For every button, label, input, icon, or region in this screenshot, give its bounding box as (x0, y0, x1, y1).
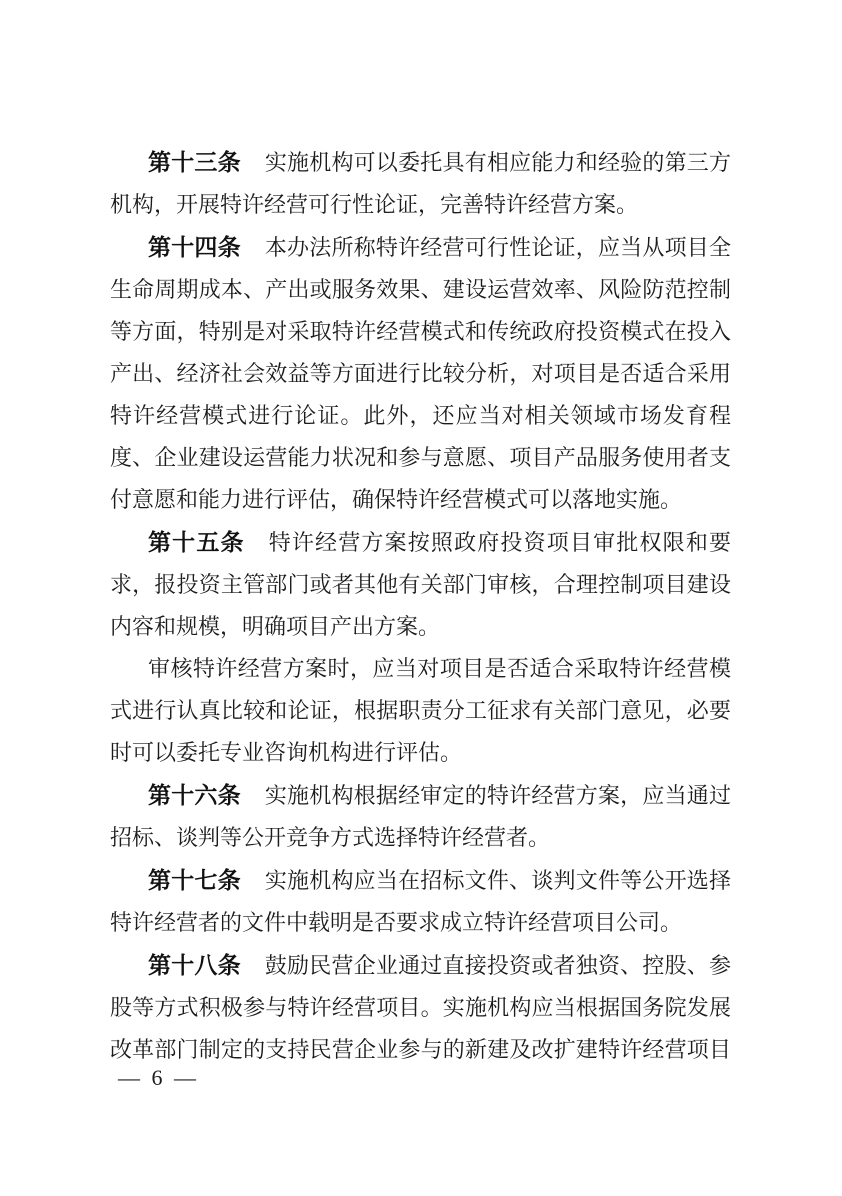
article-text: 审核特许经营方案时，应当对项目是否适合采取特许经营模式进行认真比较和论证，根据职责分工征求有关部门意见，必要时可以委托专业咨询机构进行评估。 (110, 656, 731, 765)
page-number: — 6 — (118, 1065, 199, 1090)
paragraph-article-16 (110, 774, 731, 859)
article-text: 本办法所称特许经营可行性论证，应当从项目全生命周期成本、产出或服务效果、建设运营效率、风险防范控制等方面，特别是对采取特许经营模式和传统政府投资模式在投入产出、经济社会效益等方面进行比较分析，对项目是否适合采用特许经营模式进行论证。此外，还应当对相关领域市场发育程度、企业建设运营能力状况和参与意愿、项目产品服务使用者支付意愿和能力进行评估，确保特许经营模式可以落地实施。 (110, 235, 731, 512)
article-text: 特许经营方案按照政府投资项目审批权限和要求，报投资主管部门或者其他有关部门审核，合理控制项目建设内容和规模，明确项目产出方案。 (110, 530, 731, 639)
paragraph-article-14 (110, 226, 731, 521)
article-text: 实施机构可以委托具有相应能力和经验的第三方机构，开展特许经营可行性论证，完善特许经营方案。 (110, 150, 731, 217)
article-number: 第十三条 (148, 149, 241, 175)
paragraph-article-17 (110, 859, 731, 944)
article-number: 第十八条 (148, 952, 241, 978)
article-number: 第十五条 (148, 529, 245, 555)
article-number: 第十七条 (148, 867, 241, 893)
paragraph-article-13 (110, 141, 731, 226)
article-number: 第十六条 (148, 782, 241, 808)
article-text: 实施机构根据经审定的特许经营方案，应当通过招标、谈判等公开竞争方式选择特许经营者。 (110, 783, 731, 850)
article-text: 鼓励民营企业通过直接投资或者独资、控股、参股等方式积极参与特许经营项目。实施机构应当根据国务院发展改革部门制定的支持民营企业参与的新建及改扩建特许经营项目 (110, 953, 731, 1062)
paragraph-article-15-continuation (110, 648, 731, 774)
article-text: 实施机构应当在招标文件、谈判文件等公开选择特许经营者的文件中载明是否要求成立特许经营项目公司。 (110, 868, 731, 935)
document-body (110, 141, 731, 1071)
paragraph-article-18 (110, 944, 731, 1071)
article-number: 第十四条 (148, 234, 241, 260)
paragraph-article-15 (110, 521, 731, 648)
